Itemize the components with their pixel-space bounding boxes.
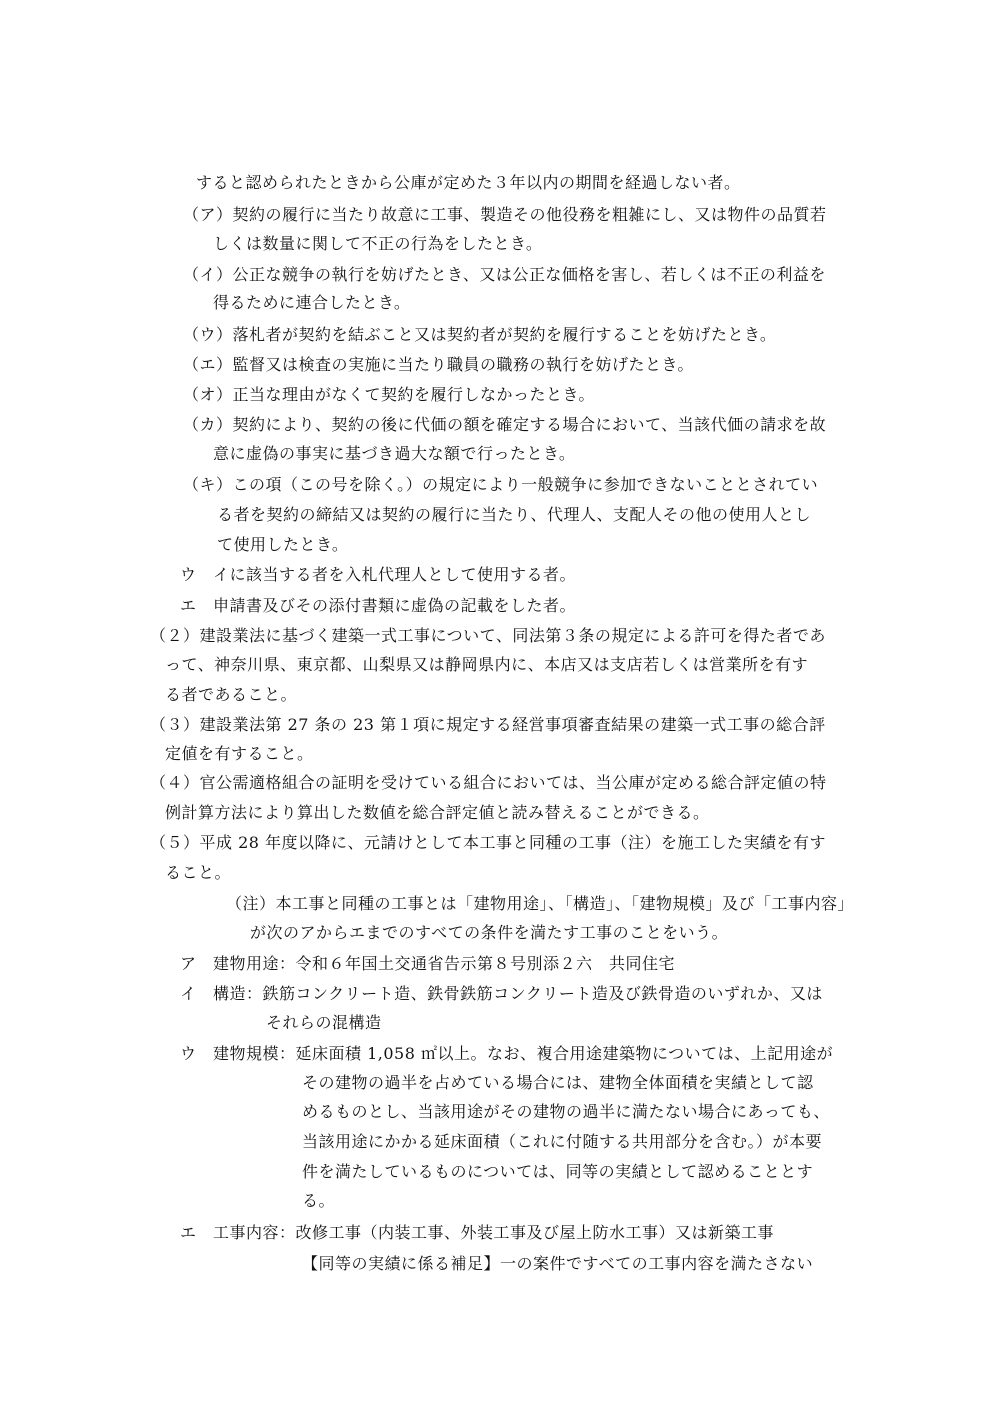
- text-line: 定値を有すること。: [165, 744, 314, 763]
- text-line: （３）建設業法第 27 条の 23 第１項に規定する経営事項審査結果の建築一式工事の総合評: [150, 715, 826, 734]
- text-line: その建物の過半を占めている場合には、建物全体面積を実績として認: [302, 1073, 814, 1092]
- text-line: る者であること。: [165, 685, 298, 704]
- text-line: ウ 建物規模：延床面積 1,058 ㎡以上。なお、複合用途建築物については、上記用途が: [180, 1044, 834, 1063]
- text-line: る者を契約の締結又は契約の履行に当たり、代理人、支配人その他の使用人とし: [217, 505, 812, 524]
- text-line: （ア）契約の履行に当たり故意に工事、製造その他役務を粗雑にし、又は物件の品質若: [183, 205, 827, 224]
- text-line: すると認められたときから公庫が定めた３年以内の期間を経過しない者。: [196, 173, 741, 192]
- text-line: （カ）契約により、契約の後に代価の額を確定する場合において、当該代価の請求を故: [183, 415, 827, 434]
- text-line: ア 建物用途：令和６年国土交通省告示第８号別添２六 共同住宅: [180, 954, 676, 973]
- text-line: （５）平成 28 年度以降に、元請けとして本工事と同種の工事（注）を施工した実績を有す: [150, 833, 827, 852]
- text-line: ウ イに該当する者を入札代理人として使用する者。: [180, 565, 577, 584]
- text-line: て使用したとき。: [217, 535, 349, 554]
- text-line: （４）官公需適格組合の証明を受けている組合においては、当公庫が定める総合評定値の特: [150, 773, 827, 792]
- text-line: （２）建設業法に基づく建築一式工事について、同法第３条の規定による許可を得た者であ: [150, 626, 826, 645]
- text-line: る。: [302, 1191, 336, 1210]
- text-line: （イ）公正な競争の執行を妨げたとき、又は公正な価格を害し、若しくは不正の利益を: [183, 265, 826, 284]
- text-line: めるものとし、当該用途がその建物の過半に満たない場合にあっても、: [302, 1102, 830, 1121]
- text-line: 得るために連合したとき。: [213, 293, 411, 312]
- text-line: が次のアからエまでのすべての条件を満たす工事のことをいう。: [250, 923, 729, 942]
- text-line: 件を満たしているものについては、同等の実績として認めることとす: [302, 1162, 814, 1181]
- text-line: エ 申請書及びその添付書類に虚偽の記載をした者。: [180, 596, 577, 615]
- text-line: エ 工事内容：改修工事（内装工事、外装工事及び屋上防水工事）又は新築工事: [180, 1223, 775, 1242]
- text-line: 【同等の実績に係る補足】一の案件ですべての工事内容を満たさない: [302, 1254, 814, 1273]
- text-line: （オ）正当な理由がなくて契約を履行しなかったとき。: [183, 385, 595, 404]
- text-line: って、神奈川県、東京都、山梨県又は静岡県内に、本店又は支店若しくは営業所を有す: [165, 655, 809, 674]
- text-line: しくは数量に関して不正の行為をしたとき。: [213, 234, 543, 253]
- text-line: （注）本工事と同種の工事とは「建物用途」、「構造」、「建物規模」及び「工事内容」: [226, 894, 855, 913]
- text-line: 当該用途にかかる延床面積（これに付随する共用部分を含む。）が本要: [302, 1132, 823, 1151]
- text-line: ること。: [165, 863, 232, 882]
- text-line: （ウ）落札者が契約を結ぶこと又は契約者が契約を履行することを妨げたとき。: [183, 325, 777, 344]
- text-line: （キ）この項（この号を除く。）の規定により一般競争に参加できないこととされてい: [183, 475, 819, 494]
- text-line: 例計算方法により算出した数値を総合評定値と読み替えることができる。: [165, 803, 710, 822]
- text-line: イ 構造：鉄筋コンクリート造、鉄骨鉄筋コンクリート造及び鉄骨造のいずれか、又は: [180, 984, 823, 1003]
- text-line: （エ）監督又は検査の実施に当たり職員の職務の執行を妨げたとき。: [183, 355, 694, 374]
- text-line: それらの混構造: [266, 1013, 382, 1032]
- text-line: 意に虚偽の事実に基づき過大な額で行ったとき。: [213, 444, 576, 463]
